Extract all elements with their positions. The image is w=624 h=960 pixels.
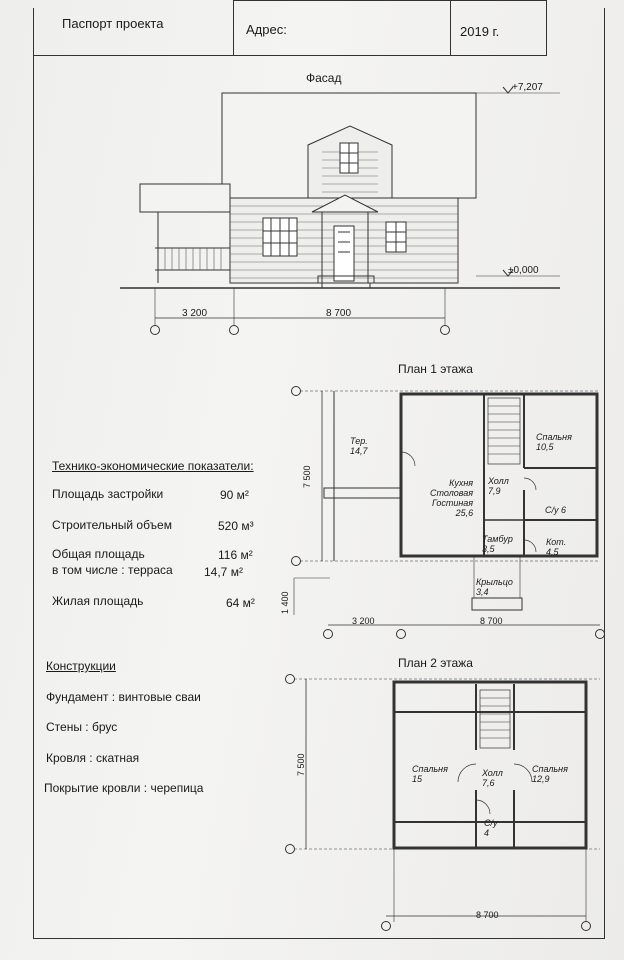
constructions-title: Конструкции — [46, 659, 116, 673]
room-boiler: Кот. 4,5 — [546, 537, 567, 557]
room-bedroom-2-right: Спальня 12,9 — [532, 764, 568, 784]
room-wc-1: С/у 6 — [545, 505, 567, 515]
indicator-value-terrace: 14,7 м² — [204, 565, 243, 579]
indicator-label-terrace: в том числе : терраса — [52, 563, 173, 577]
header-address-label: Адрес: — [246, 22, 287, 37]
room-terrace: Тер. 14,7 — [350, 436, 368, 456]
facade-level-zero: ±0,000 — [508, 265, 539, 276]
plan2-drawing — [286, 675, 601, 931]
room-porch: Крыльцо 3,4 — [476, 577, 513, 597]
plan2-dim-vertical: 7 500 — [296, 753, 306, 776]
indicator-value-living-area: 64 м² — [226, 596, 255, 610]
indicator-value-total-area: 116 м² — [218, 548, 253, 562]
header-year: 2019 г. — [460, 24, 500, 39]
plan1-dim-bottom-left: 3 200 — [352, 616, 375, 626]
room-wc-2: С/у 4 — [484, 818, 498, 838]
facade-drawing — [120, 87, 560, 335]
plan1-dim-vertical: 7 500 — [302, 465, 312, 488]
room-kitchen: Кухня Столовая Гостиная 25,6 — [430, 478, 474, 518]
indicator-label-living-area: Жилая площадь — [52, 594, 144, 608]
room-bedroom-2-left: Спальня 15 — [412, 764, 448, 784]
plan2-dim-bottom: 8 700 — [476, 910, 499, 920]
facade-dim-left: 3 200 — [182, 308, 208, 319]
indicators-title: Технико-экономические показатели: — [52, 459, 254, 473]
plan1-dim-bottom-right: 8 700 — [480, 616, 503, 626]
header-title: Паспорт проекта — [62, 16, 164, 31]
indicator-value-building-area: 90 м² — [220, 488, 249, 502]
facade-title: Фасад — [306, 71, 342, 85]
plan1-title: План 1 этажа — [398, 362, 473, 376]
indicator-value-volume: 520 м³ — [218, 519, 254, 533]
facade-level-top: +7,207 — [512, 82, 543, 93]
construction-roof: Кровля : скатная — [46, 751, 140, 765]
construction-foundation: Фундамент : винтовые сваи — [46, 690, 201, 704]
construction-walls: Стены : брус — [46, 720, 118, 734]
construction-roof-covering: Покрытие кровли : черепица — [44, 781, 204, 795]
room-bedroom-1: Спальня 10,5 — [536, 432, 572, 452]
indicator-label-total-area: Общая площадь — [52, 547, 145, 561]
facade-dim-right: 8 700 — [326, 308, 352, 319]
room-hall-2: Холл 7,6 — [482, 768, 503, 788]
indicator-label-volume: Строительный объем — [52, 518, 172, 532]
plan1-dim-porch: 1 400 — [280, 591, 290, 614]
plan2-title: План 2 этажа — [398, 656, 473, 670]
room-vestibule: Тамбур 3,5 — [482, 534, 513, 554]
indicator-label-building-area: Площадь застройки — [52, 487, 164, 501]
room-hall-1: Холл 7,9 — [488, 476, 509, 496]
